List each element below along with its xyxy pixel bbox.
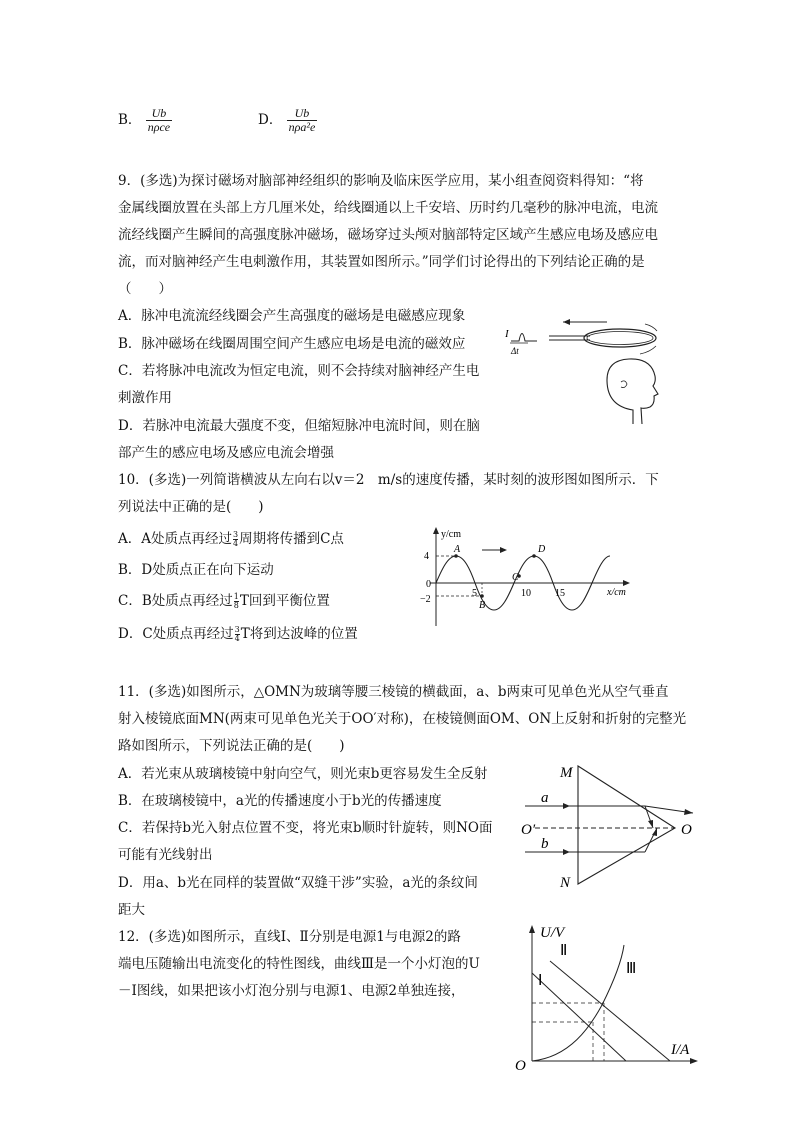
option-text: D．C处质点再经过 xyxy=(118,626,234,642)
q11-line3: 路如图所示，下列说法正确的是( ) xyxy=(118,738,345,754)
i-axis-label: I/A xyxy=(671,1042,690,1058)
prism-triangle xyxy=(578,766,675,884)
fraction-denominator: nρce xyxy=(147,120,171,134)
y-tick-label: 0 xyxy=(426,579,431,590)
point-marker xyxy=(480,594,484,598)
fraction-denominator: nρa²e xyxy=(288,120,316,134)
fraction-numerator: Ub xyxy=(287,107,318,121)
q10-option-b: B．D处质点正在向下运动 xyxy=(118,562,274,578)
point-label: A xyxy=(454,544,461,555)
fraction xyxy=(235,626,240,643)
q12-line2: 端电压随输出电流变化的特性图线，曲线Ⅲ是一个小灯泡的U xyxy=(118,956,480,972)
origin-label: O xyxy=(515,1058,526,1074)
pulse-duration-label: Δt xyxy=(511,346,519,356)
fraction-numerator: 1 xyxy=(233,592,239,601)
y-tick-label: 4 xyxy=(424,551,429,562)
q11-option-c-cont: 可能有光线射出 xyxy=(118,847,213,863)
x-tick-label: 10 xyxy=(521,588,531,599)
option-text: A．A处质点再经过 xyxy=(118,531,232,547)
q10-option-c xyxy=(118,592,330,610)
option-text: C．B处质点再经过 xyxy=(118,593,233,609)
u-axis-label: U/V xyxy=(540,925,565,941)
q11-line2: 射入棱镜底面MN(两束可见单色光关于OO′对称)，在棱镜侧面OM、ON上反射和折射的完整光 xyxy=(118,711,687,727)
option-text: 周期将传播到C点 xyxy=(239,531,344,547)
line-label-1: Ⅰ xyxy=(538,973,543,989)
q10-option-a xyxy=(118,530,344,548)
arrow-head xyxy=(684,809,693,815)
option-text: T回到平衡位置 xyxy=(239,593,330,609)
vertex-label-o: O xyxy=(681,822,692,838)
x-tick-label: 15 xyxy=(555,588,565,599)
line-source-1 xyxy=(532,973,626,1061)
point-label: C xyxy=(512,572,519,583)
coil-head-figure xyxy=(495,310,675,435)
point-marker xyxy=(532,554,536,558)
q9-option-c: C．若将脉冲电流改为恒定电流，则不会持续对脑神经产生电 xyxy=(118,363,480,379)
ray-label-b: b xyxy=(541,836,549,852)
fraction-denominator: 4 xyxy=(234,634,240,643)
q11-option-d-cont: 距大 xyxy=(118,902,145,918)
fraction-numerator: 3 xyxy=(233,530,239,539)
fraction-numerator: 3 xyxy=(234,625,240,634)
q10-line1: 10．(多选)一列简谐横波从左向右以v＝2 m/s的速度传播，某时刻的波形图如图所示．下 xyxy=(118,472,659,488)
rotation-arrow xyxy=(645,324,657,331)
q12-line3: －I图线，如果把该小灯泡分别与电源1、电源2单独连接， xyxy=(118,983,465,999)
option-d xyxy=(258,107,317,134)
q12-line1: 12．(多选)如图所示，直线Ⅰ、Ⅱ分别是电源1与电源2的路 xyxy=(118,929,461,945)
arrow-head xyxy=(563,803,570,809)
vertex-label-m: M xyxy=(560,765,573,781)
formula-fraction xyxy=(287,107,318,134)
q9-line4: 流，而对脑神经产生电刺激作用，其装置如图所示。”同学们讨论得出的下列结论正确的是 xyxy=(118,254,645,270)
y-axis-arrow xyxy=(433,527,439,534)
coil-ring-inner xyxy=(587,332,653,345)
u-axis-arrow xyxy=(529,925,535,933)
q9-line3: 流经线圈产生瞬间的高强度脉冲磁场，磁场穿过头颅对脑部特定区域产生感应电场及感应电 xyxy=(118,227,658,243)
y-tick-label: −2 xyxy=(420,594,431,605)
head-outline xyxy=(607,359,658,424)
q9-option-c-cont: 刺激作用 xyxy=(118,390,172,406)
point-label: B xyxy=(479,600,486,611)
x-tick-label: 5 xyxy=(472,588,477,599)
q11-option-b: B．在玻璃棱镜中，a光的传播速度小于b光的传播速度 xyxy=(118,793,442,809)
x-axis-arrow xyxy=(623,580,630,586)
q9-option-d: D．若脉冲电流最大强度不变，但缩短脉冲电流时间，则在脑 xyxy=(118,418,480,434)
option-letter: D． xyxy=(258,112,283,128)
q11-option-d: D．用a、b光在同样的装置做“双缝干涉”实验，a光的条纹间 xyxy=(118,875,478,891)
arrow-head xyxy=(563,849,570,855)
q10-line2: 列说法中正确的是( ) xyxy=(118,499,264,515)
rotation-arrow xyxy=(640,346,656,354)
arrow-head xyxy=(652,828,657,836)
ui-graph xyxy=(510,915,700,1075)
fraction-denominator: 4 xyxy=(233,539,239,548)
fraction-denominator: 8 xyxy=(233,601,239,610)
curve-label-3: Ⅲ xyxy=(626,961,637,977)
ray-label-a: a xyxy=(541,790,549,806)
q9-option-b: B．脉冲磁场在线圈周围空间产生感应电场是电流的磁效应 xyxy=(118,336,466,352)
q11-option-a: A．若光束从玻璃棱镜中射向空气，则光束b更容易发生全反射 xyxy=(118,766,488,782)
option-letter: B． xyxy=(118,112,142,128)
option-text: T将到达波峰的位置 xyxy=(240,626,358,642)
prism-figure xyxy=(515,758,705,892)
formula-fraction xyxy=(146,107,172,134)
vertex-label-n: N xyxy=(560,875,571,891)
option-b xyxy=(118,107,172,134)
point-label: D xyxy=(538,544,546,555)
arrow-head xyxy=(500,547,507,553)
arrow-head xyxy=(563,319,570,325)
q9-answer-blank: （ ） xyxy=(118,281,172,297)
q9-line2: 金属线圈放置在头部上方几厘米处，给线圈通以上千安培、历时约几毫秒的脉冲电流，电流 xyxy=(118,200,658,216)
y-axis-label: y/cm xyxy=(441,529,461,540)
fraction xyxy=(234,593,239,610)
arrow-head xyxy=(648,820,653,828)
q9-option-a: A．脉冲电流流经线圈会产生高强度的磁场是电磁感应现象 xyxy=(118,308,466,324)
pulse-icon xyxy=(511,334,537,342)
q11-option-c: C．若保持b光入射点位置不变，将光束b顺时针旋转，则NO面 xyxy=(118,820,493,836)
fraction-numerator: Ub xyxy=(146,107,172,121)
q11-line1: 11．(多选)如图所示，△OMN为玻璃等腰三棱镜的横截面，a、b两束可见单色光从空气垂直 xyxy=(118,684,669,700)
wave-graph xyxy=(420,524,640,630)
q9-option-d-cont: 部产生的感应电场及感应电流会增强 xyxy=(118,445,334,461)
q9-line1: 9．(多选)为探讨磁场对脑部神经组织的影响及临床医学应用，某小组查阅资料得知：“将 xyxy=(118,173,644,189)
line-label-2: Ⅱ xyxy=(560,943,568,959)
fraction xyxy=(233,531,238,548)
ear-icon xyxy=(621,381,627,388)
axis-label-o-prime: O′ xyxy=(521,822,536,838)
i-axis-arrow xyxy=(690,1058,698,1064)
pulse-current-label: I xyxy=(505,328,509,340)
x-axis-label: x/cm xyxy=(607,587,626,598)
q10-option-d xyxy=(118,625,358,643)
